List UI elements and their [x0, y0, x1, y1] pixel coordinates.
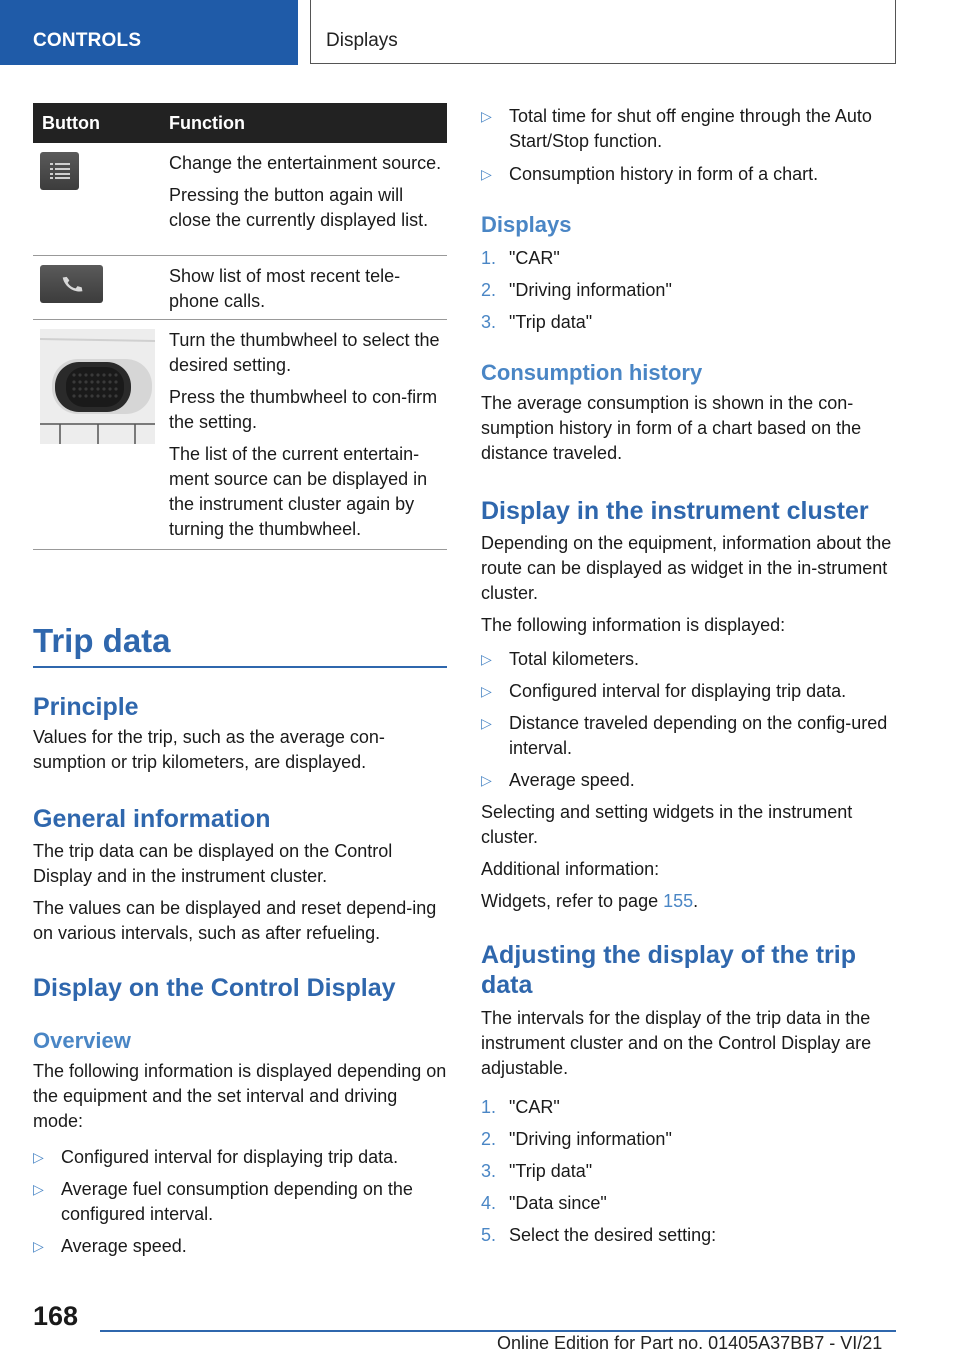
step-item: 1. "CAR"	[481, 1095, 895, 1120]
principle-section	[33, 692, 447, 775]
function-text: Change the entertainment source.	[169, 153, 442, 173]
step-number: 2.	[481, 280, 497, 300]
step-item: 1. "CAR"	[481, 246, 895, 271]
consumption-history-section	[481, 360, 895, 466]
step-number: 3.	[481, 1161, 497, 1181]
overview-text: The following information is displayed depending on the equipment and the set interval and driving mode:	[33, 1061, 447, 1131]
table-row	[33, 256, 447, 320]
button-function-table	[33, 103, 447, 550]
section-label: CONTROLS	[33, 30, 142, 51]
list-item: ▷ Total kilometers.	[481, 647, 895, 672]
instrument-cluster-heading: Display in the instrument cluster	[481, 497, 869, 525]
general-info-text: The values can be displayed and reset depend-ing on various intervals, such as after refueling.	[33, 898, 437, 943]
consumption-history-text: The average consumption is shown in the con-sumption history in form of a chart based on the distance traveled.	[481, 393, 862, 463]
displays-heading: Displays	[481, 212, 572, 237]
step-item: 4. "Data since"	[481, 1191, 895, 1216]
bullet-icon: ▷	[481, 166, 492, 182]
chapter-header	[310, 0, 896, 64]
step-item: 5. Select the desired setting:	[481, 1223, 895, 1248]
overview-heading: Overview	[33, 1028, 131, 1053]
list-icon	[40, 152, 79, 190]
step-number: 2.	[481, 1129, 497, 1149]
principle-heading: Principle	[33, 693, 139, 721]
bullet-icon: ▷	[481, 715, 492, 731]
additional-info-label: Additional information:	[481, 859, 660, 879]
trip-data-section	[33, 622, 447, 668]
page-reference: Widgets, refer to page 155.	[481, 891, 699, 911]
heading-rule	[33, 666, 447, 668]
list-item: ▷ Configured interval for displaying trip data.	[33, 1145, 447, 1170]
edition-note: Online Edition for Part no. 01405A37BB7 - VI/21	[497, 1333, 883, 1353]
overview-section	[33, 1028, 447, 1134]
function-text: Pressing the button again will close the currently displayed list.	[169, 185, 429, 230]
step-number: 5.	[481, 1225, 497, 1245]
control-display-section	[33, 973, 447, 1003]
list-item: ▷ Average fuel consumption depending on the configured interval.	[33, 1179, 413, 1224]
instrument-cluster-text: Depending on the equipment, information about the route can be displayed as widget in the in-strument cluster.	[481, 533, 892, 603]
phone-icon	[40, 265, 103, 303]
footer-rule	[100, 1330, 896, 1332]
list-item: ▷ Configured interval for displaying trip data.	[481, 679, 895, 704]
general-info-heading: General information	[33, 805, 271, 833]
list-item: ▷ Total time for shut off engine through the Auto Start/Stop function.	[481, 106, 872, 151]
bullet-icon: ▷	[481, 651, 492, 667]
instrument-cluster-text: The following information is displayed:	[481, 615, 786, 635]
adjust-heading: Adjusting the display of the trip data	[481, 941, 856, 999]
widgets-text: Selecting and setting widgets in the instrument cluster.	[481, 802, 853, 847]
bullet-icon: ▷	[33, 1149, 44, 1165]
step-item: 3. "Trip data"	[481, 1159, 895, 1184]
thumbwheel-image	[40, 329, 155, 444]
bullet-icon: ▷	[481, 108, 492, 124]
principle-text: Values for the trip, such as the average con-sumption or trip kilometers, are displayed.	[33, 727, 385, 772]
step-number: 4.	[481, 1193, 497, 1213]
consumption-history-heading: Consumption history	[481, 360, 703, 385]
function-text: Show list of most recent tele-phone calls.	[169, 266, 401, 311]
step-item: 2. "Driving information"	[481, 1127, 895, 1152]
step-number: 3.	[481, 312, 497, 332]
function-text: Turn the thumbwheel to select the desired setting.	[169, 330, 440, 375]
general-info-section	[33, 804, 447, 946]
col-function-header: Function	[169, 112, 245, 133]
function-text: The list of the current entertain-ment source can be displayed in the instrument cluster again by turning the thumbwheel.	[169, 444, 428, 539]
page-number: 168	[33, 1301, 79, 1331]
trip-data-heading: Trip data	[33, 622, 171, 659]
bullet-icon: ▷	[33, 1238, 44, 1254]
section-tab[interactable]	[0, 0, 298, 65]
bullet-icon: ▷	[481, 683, 492, 699]
table-header	[33, 103, 447, 143]
list-item: ▷ Consumption history in form of a chart.	[481, 162, 895, 187]
list-item: ▷ Average speed.	[33, 1234, 447, 1259]
chapter-label: Displays	[326, 30, 398, 51]
widgets-info	[481, 800, 895, 914]
adjust-text: The intervals for the display of the trip data in the instrument cluster and on the Control Display are adjustable.	[481, 1008, 872, 1078]
control-display-heading: Display on the Control Display	[33, 974, 396, 1002]
list-item: ▷ Average speed.	[481, 768, 895, 793]
function-text: Press the thumbwheel to con-firm the setting.	[169, 387, 438, 432]
step-item: 2. "Driving information"	[481, 278, 895, 303]
list-item: ▷ Distance traveled depending on the config-ured interval.	[481, 713, 888, 758]
step-number: 1.	[481, 1097, 497, 1117]
bullet-icon: ▷	[481, 772, 492, 788]
displays-section	[481, 212, 895, 238]
step-item: 3. "Trip data"	[481, 310, 895, 335]
step-number: 1.	[481, 248, 497, 268]
page-link[interactable]: 155	[663, 891, 694, 911]
general-info-text: The trip data can be displayed on the Control Display and in the instrument cluster.	[33, 841, 393, 886]
table-row	[33, 143, 447, 256]
instrument-cluster-section	[481, 496, 895, 638]
col-button-header: Button	[42, 112, 100, 133]
adjust-section	[481, 940, 895, 1081]
table-row	[33, 320, 447, 550]
bullet-icon: ▷	[33, 1181, 44, 1197]
